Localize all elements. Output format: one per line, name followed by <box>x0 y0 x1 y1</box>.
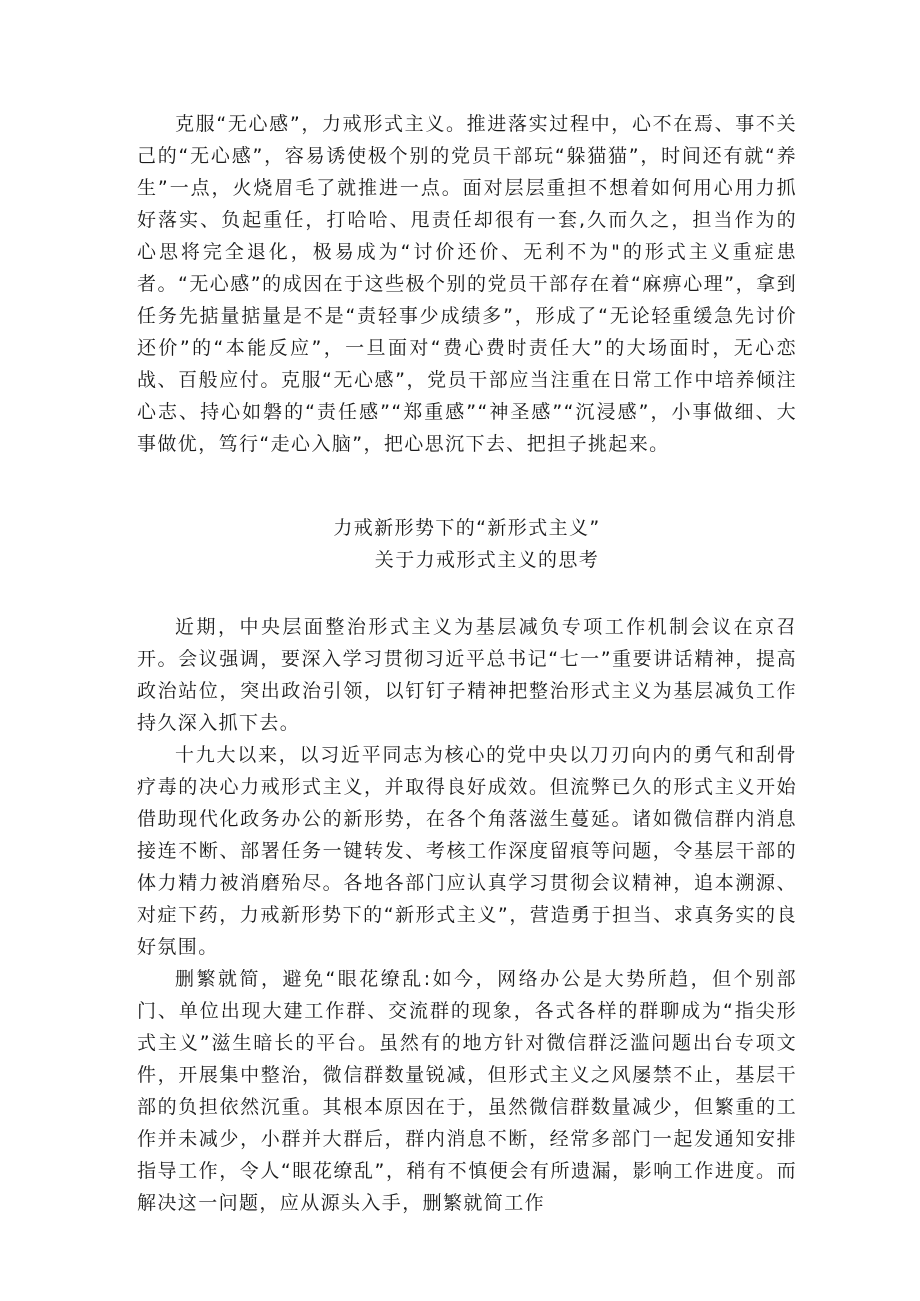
body-paragraph: 近期，中央层面整治形式主义为基层减负专项工作机制会议在京召开。会议强调，要深入学习贯彻习近平总书记“七一”重要讲话精神，提高政治站位，突出政治引领，以钉钉子精神把整治形式主义为基层减负工作持久深入抓下去。 <box>137 616 797 734</box>
document-page <box>137 108 797 1219</box>
body-paragraph: 克服“无心感”，力戒形式主义。推进落实过程中，心不在焉、事不关己的“无心感”，容易诱使极个别的党员干部玩“躲猫猫”，时间还有就“养生”一点，火烧眉毛了就推进一点。面对层层重担不想着如何用心用力抓好落实、负起重任，打哈哈、甩责任却很有一套,久而久之，担当作为的心思将完全退化，极易成为“讨价还价、无利不为"的形式主义重症患者。“无心感”的成因在于这些极个别的党员干部存在着“麻痹心理”，拿到任务先掂量掂量是不是“责轻事少成绩多”，形成了“无论轻重缓急先讨价还价”的“本能反应”，一旦面对“费心费时责任大”的大场面时，无心恋战、百般应付。克服“无心感”，党员干部应当注重在日常工作中培养倾注心志、持心如磐的“责任感”“郑重感”“神圣感”“沉浸感”，小事做细、大事做优，笃行“走心入脑”，把心思沉下去、把担子挑起来。 <box>137 113 797 455</box>
article-title: 力戒新形势下的“新形式主义” <box>333 517 601 539</box>
body-paragraph: 删繁就简，避免“眼花缭乱:如今，网络办公是大势所趋，但个别部门、单位出现大建工作群、交流群的现象，各式各样的群聊成为“指尖形式主义”滋生暗长的平台。虽然有的地方针对微信群泛滥问题出台专项文件，开展集中整治，微信群数量锐减，但形式主义之风屡禁不止，基层干部的负担依然沉重。其根本原因在于，虽然微信群数量减少，但繁重的工作并未减少，小群并大群后，群内消息不断，经常多部门一起发通知安排指导工作，令人“眼花缭乱”，稍有不慎便会有所遗漏，影响工作进度。而解决这一问题，应从源头入手，删繁就简工作 <box>137 968 797 1214</box>
article-heading <box>137 512 797 576</box>
section-new-formalism <box>137 611 797 1219</box>
body-paragraph: 十九大以来，以习近平同志为核心的党中央以刀刃向内的勇气和刮骨疗毒的决心力戒形式主义，并取得良好成效。但流弊已久的形式主义开始借助现代化政务办公的新形势，在各个角落滋生蔓延。诸如微信群内消息接连不断、部署任务一键转发、考核工作深度留痕等问题，令基层干部的体力精力被消磨殆尽。各地各部门应认真学习贯彻会议精神，追本溯源、对症下药，力戒新形势下的“新形式主义”，营造勇于担当、求真务实的良好氛围。 <box>137 744 797 958</box>
article-subtitle: 关于力戒形式主义的思考 <box>374 549 600 571</box>
section-overcome-no-heart <box>137 108 797 460</box>
